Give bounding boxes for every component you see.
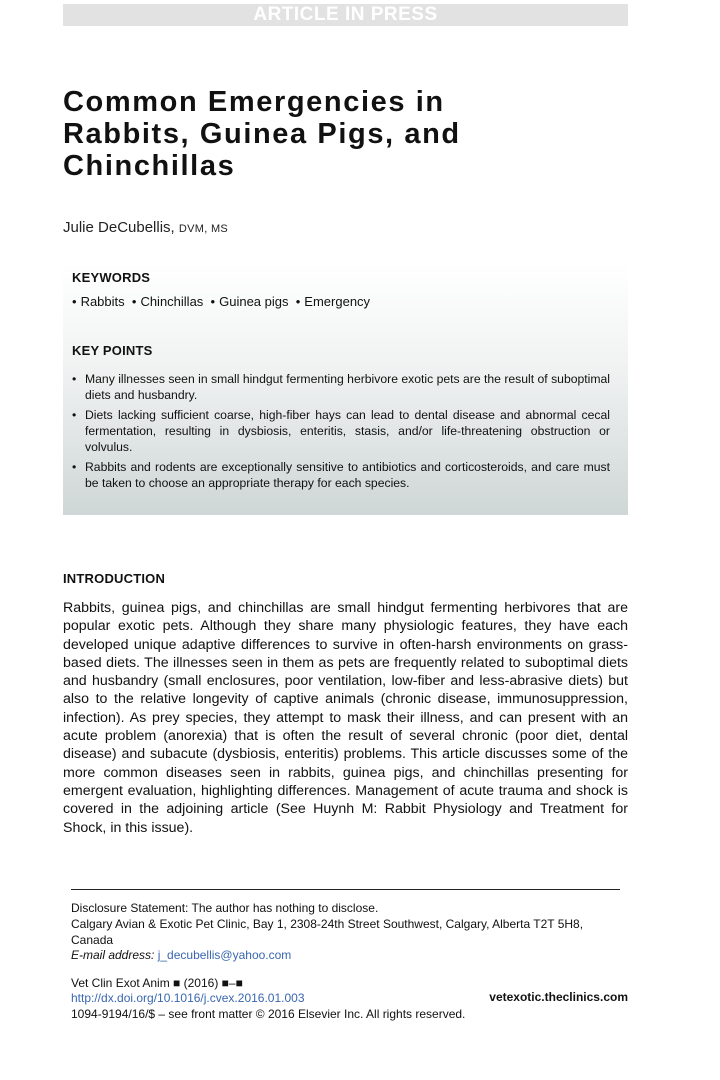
author-name[interactable]: Julie DeCubellis, <box>63 219 175 236</box>
keywords-heading: KEYWORDS <box>72 270 151 285</box>
journal-website[interactable]: vetexotic.theclinics.com <box>489 990 628 1004</box>
email-label: E-mail address: <box>71 948 155 962</box>
footnote-divider <box>71 889 620 890</box>
introduction-paragraph: Rabbits, guinea pigs, and chinchillas are small hindgut fermenting herbivores that are popular exotic pets. Although they share many physiologic features, they have each developed unique adaptive differences to survive in often-harsh environments on grass-based diets. The illnesses seen in them as pets are frequently related to suboptimal diets and husbandry (small enclosures, poor ventilation, low-fiber and less-abrasive diets) but also to the relative longevity of captive animals (chronic disease, immunosuppression, infection). As prey species, they attempt to mask their illness, and can present with an acute problem (anorexia) that is often the result of several chronic (poor diet, dental disease) and subacute (dysbiosis, enteritis) problems. This article discusses some of the more common diseases seen in rabbits, guinea pigs, and chinchillas presenting for emergent evaluation, highlighting differences. Management of acute trauma and shock is covered in the adjoining article (See Huynh M: Rabbit Physiology and Treatment for Shock, in this issue). <box>63 600 628 836</box>
article-title <box>63 86 663 182</box>
key-points-heading: KEY POINTS <box>72 343 153 358</box>
keywords-list <box>72 294 370 309</box>
keyword-item: Guinea pigs <box>219 294 289 309</box>
keyword-item: Rabbits <box>80 294 125 309</box>
title-line-3: Chinchillas <box>63 150 236 182</box>
disclosure-statement: Disclosure Statement: The author has nothing to disclose. <box>71 901 379 915</box>
keyword-item: Emergency <box>304 294 371 309</box>
keyword-item: Chinchillas <box>140 294 204 309</box>
key-point-item: • Many illnesses seen in small hindgut fermenting herbivore exotic pets are the result of suboptimal diets and husbandry. <box>72 371 610 403</box>
key-point-item: • Diets lacking sufficient coarse, high-fiber hays can lead to dental disease and abnormal cecal fermentation, resulting in dysbiosis, enteritis, stasis, and/or life-threatening obstruction or volvulus. <box>72 407 610 455</box>
key-points-list <box>72 371 610 495</box>
email-link[interactable]: j_decubellis@yahoo.com <box>157 948 292 962</box>
key-point-item: • Rabbits and rodents are exceptionally sensitive to antibiotics and corticosteroids, and care must be taken to choose an appropriate therapy for each species. <box>72 459 610 491</box>
bullet-icon: • <box>295 294 301 309</box>
bullet-icon: • <box>210 294 216 309</box>
copyright-line: 1094-9194/16/$ – see front matter © 2016 Elsevier Inc. All rights reserved. <box>71 1007 466 1021</box>
title-line-2: Rabbits, Guinea Pigs, and <box>63 118 461 150</box>
article-in-press-banner: ARTICLE IN PRESS <box>63 4 628 26</box>
email-line <box>71 947 620 963</box>
author-degrees: DVM, MS <box>178 223 229 235</box>
bullet-icon: • <box>131 294 137 309</box>
journal-citation: Vet Clin Exot Anim ■ (2016) ■–■ <box>71 976 243 990</box>
introduction-heading: INTRODUCTION <box>63 571 166 586</box>
author-line <box>63 219 228 236</box>
author-address: Calgary Avian & Exotic Pet Clinic, Bay 1, 2308-24th Street Southwest, Calgary, Alberta T2T 5H8, Canada <box>71 917 584 947</box>
title-line-1: Common Emergencies in <box>63 86 445 118</box>
doi-link[interactable]: http://dx.doi.org/10.1016/j.cvex.2016.01.003 <box>71 991 305 1005</box>
bullet-icon: • <box>72 294 77 309</box>
